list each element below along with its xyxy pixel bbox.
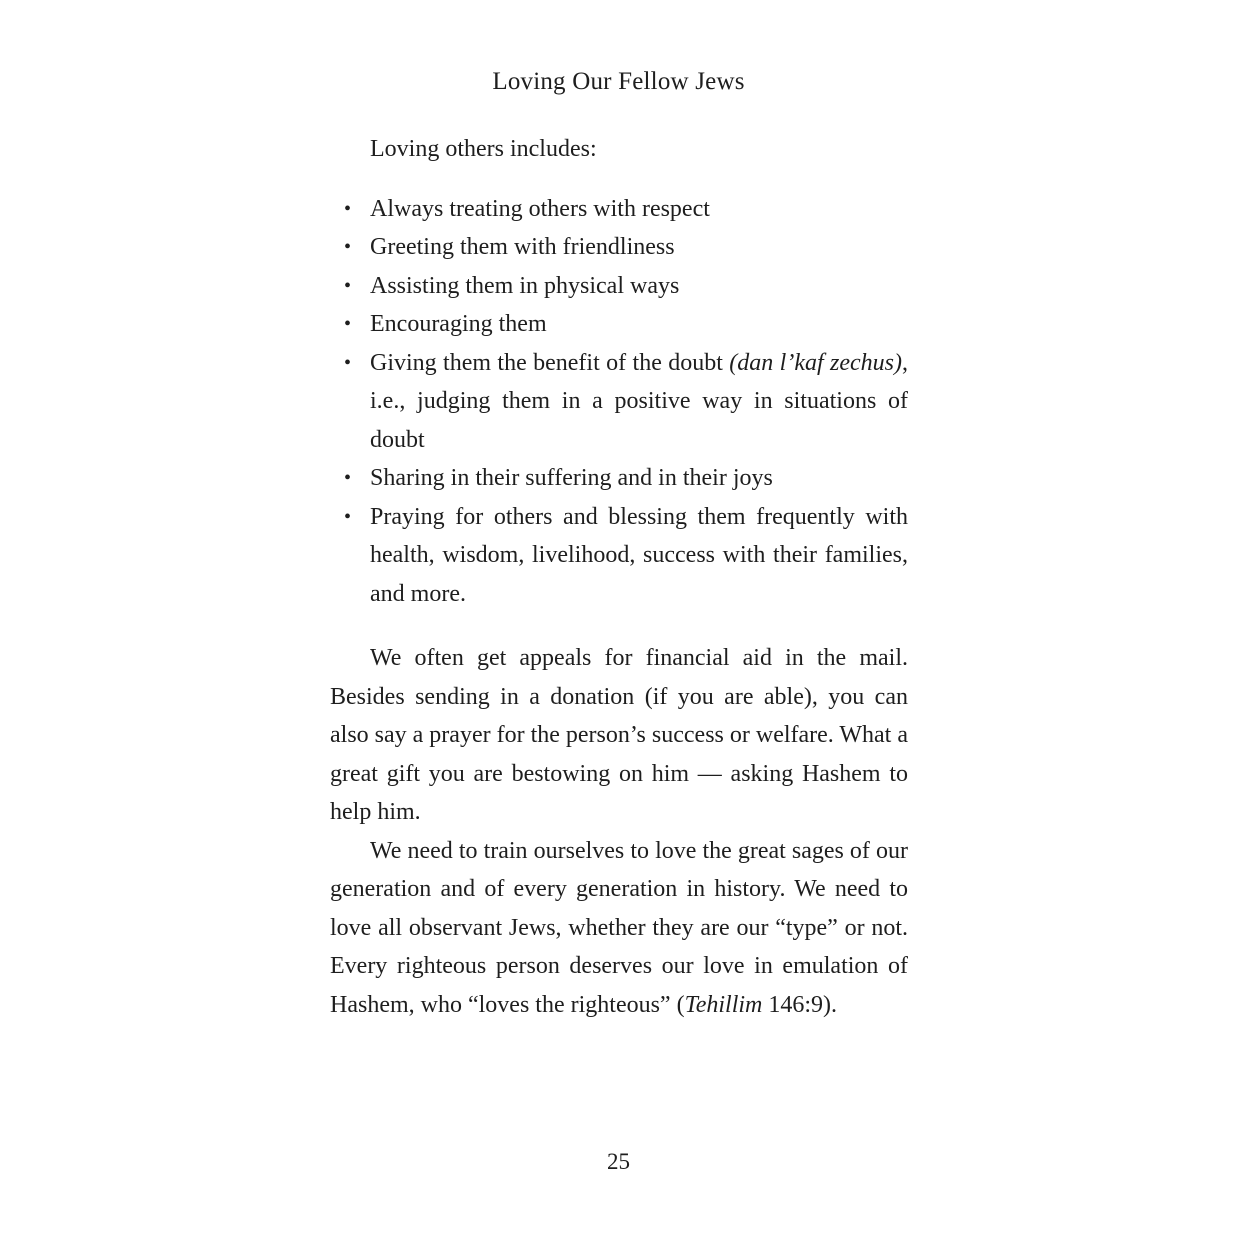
list-item: • Encouraging them [330,305,908,344]
intro-paragraph: Loving others includes: [370,136,597,162]
running-head: Loving Our Fellow Jews [492,68,745,95]
page-number: 25 [607,1149,630,1174]
list-item: • Greeting them with friendliness [330,228,908,267]
bullet-list [330,190,908,614]
list-item: • Always treating others with respect [330,190,908,229]
list-item: • Assisting them in physical ways [330,267,908,306]
text-column [330,130,908,1024]
list-item: • Sharing in their suffering and in their joys [330,459,908,498]
list-item: • Giving them the benefit of the doubt (dan l’kaf zechus), i.e., judging them in a positive way in situations of doubt [330,344,908,460]
list-item: • Praying for others and blessing them frequently with health, wisdom, livelihood, success with their families, and more. [330,498,908,614]
body-paragraph: We often get appeals for financial aid in the mail. Besides sending in a donation (if you are able), you can also say a prayer for the person’s success or welfare. What a great gift you are bestowing on him — asking Hashem to help him. [330,645,908,825]
body-paragraph: We need to train ourselves to love the great sages of our generation and of every generation in history. We need to love all observant Jews, whether they are our “type” or not. Every righteous person deserves our love in emulation of Hashem, who “loves the righteous” (Tehillim 146:9). [330,837,908,1018]
